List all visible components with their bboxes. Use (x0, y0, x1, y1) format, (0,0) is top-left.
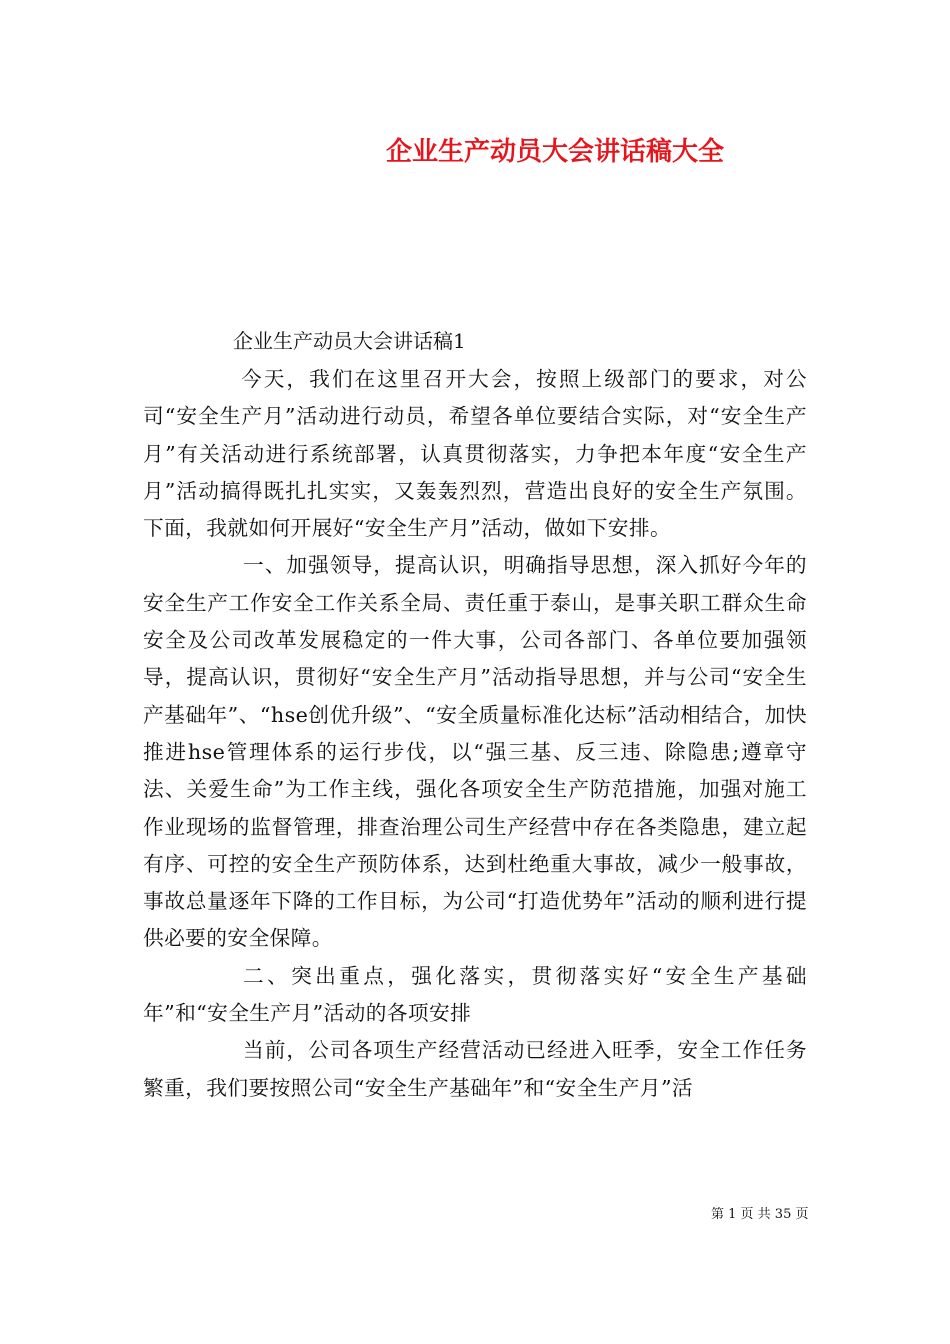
document-body (143, 361, 807, 1107)
paragraph-section-two-heading: 二、突出重点，强化落实，贯彻落实好“安全生产基础年”和“安全生产月”活动的各项安排 (143, 963, 807, 1026)
section-heading: 企业生产动员大会讲话稿1 (233, 329, 466, 353)
page-number: 第 1 页 共 35 页 (711, 1207, 809, 1222)
paragraph-intro: 今天，我们在这里召开大会，按照上级部门的要求，对公司“安全生产月”活动进行动员，希望各单位要结合实际，对“安全生产月”有关活动进行系统部署，认真贯彻落实，力争把本年度“安全生产月”活动搞得既扎扎实实，又轰轰烈烈，营造出良好的安全生产氛围。下面，我就如何开展好“安全生产月”活动，做如下安排。 (143, 367, 807, 541)
document-title: 企业生产动员大会讲话稿大全 (385, 137, 724, 167)
paragraph-section-one: 一、加强领导，提高认识，明确指导思想，深入抓好今年的安全生产工作安全工作关系全局、责任重于泰山，是事关职工群众生命安全及公司改革发展稳定的一件大事，公司各部门、各单位要加强领导，提高认识，贯彻好“安全生产月”活动指导思想，并与公司“安全生产基础年”、“hse创优升级”、“安全质量标准化达标”活动相结合，加快推进hse管理体系的运行步伐，以“强三基、反三违、除隐患;遵章守法、关爱生命”为工作主线，强化各项安全生产防范措施，加强对施工作业现场的监督管理，排查治理公司生产经营中存在各类隐患，建立起有序、可控的安全生产预防体系，达到杜绝重大事故，减少一般事故，事故总量逐年下降的工作目标，为公司“打造优势年”活动的顺利进行提供必要的安全保障。 (143, 553, 807, 951)
paragraph-section-two-body: 当前，公司各项生产经营活动已经进入旺季，安全工作任务繁重，我们要按照公司“安全生产基础年”和“安全生产月”活 (143, 1038, 807, 1100)
